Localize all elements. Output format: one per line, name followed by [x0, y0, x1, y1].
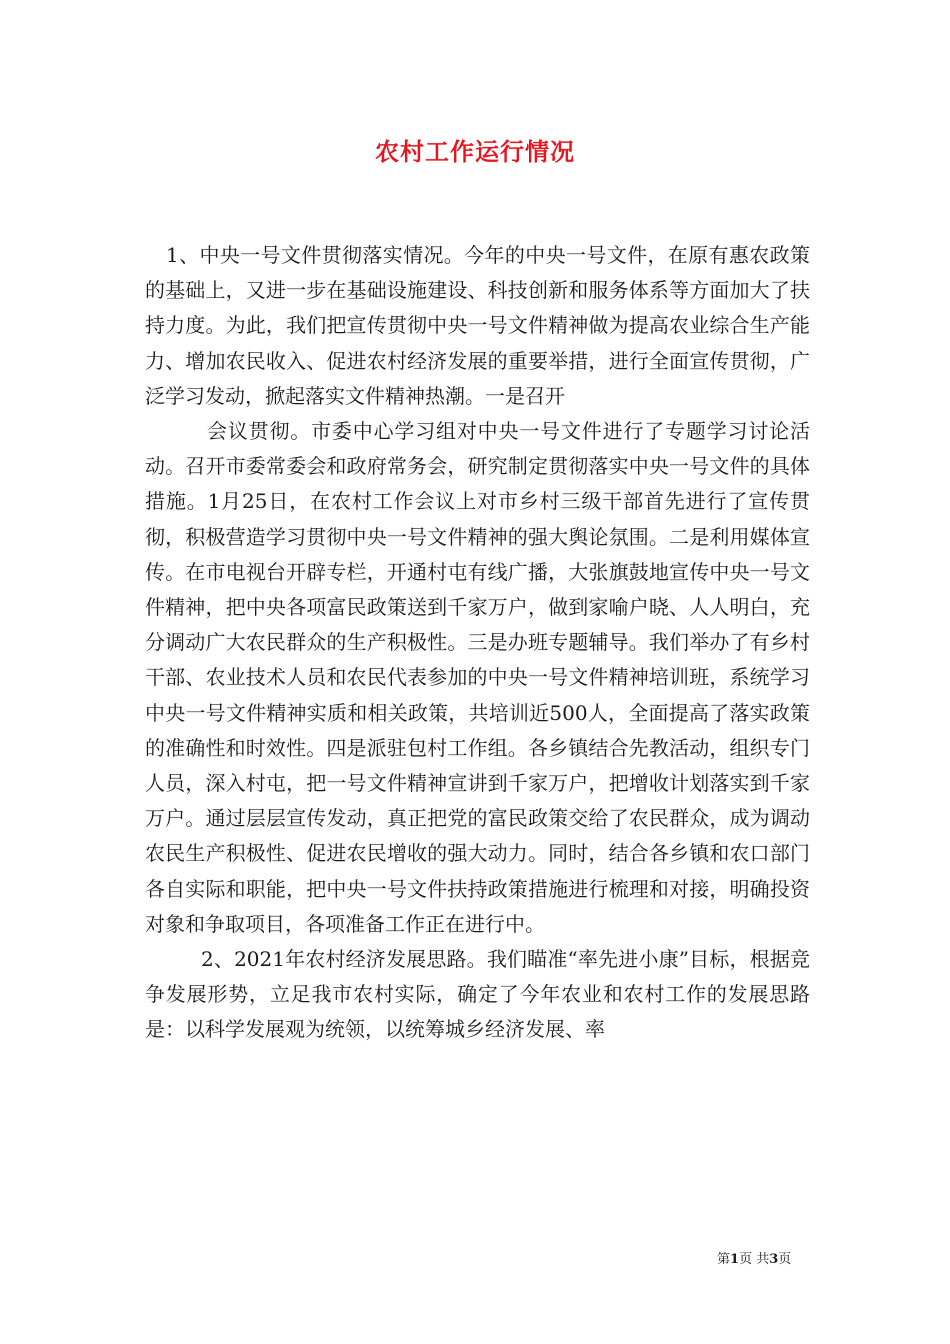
current-page-number: 1	[730, 1252, 740, 1267]
document-body	[145, 238, 810, 1048]
paragraph-2: 会议贯彻。市委中心学习组对中央一号文件进行了专题学习讨论活动。召开市委常委会和政府常务会，研究制定贯彻落实中央一号文件的具体措施。1月25日，在农村工作会议上对市乡村三级干部首先进行了宣传贯彻，积极营造学习贯彻中央一号文件精神的强大舆论氛围。二是利用媒体宣传。在市电视台开辟专栏，开通村屯有线广播，大张旗鼓地宣传中央一号文件精神，把中央各项富民政策送到千家万户，做到家喻户晓、人人明白，充分调动广大农民群众的生产积极性。三是办班专题辅导。我们举办了有乡村干部、农业技术人员和农民代表参加的中央一号文件精神培训班，系统学习中央一号文件精神实质和相关政策，共培训近500人，全面提高了落实政策的准确性和时效性。四是派驻包村工作组。各乡镇结合先教活动，组织专门人员，深入村屯，把一号文件精神宣讲到千家万户，把增收计划落实到千家万户。通过层层宣传发动，真正把党的富民政策交给了农民群众，成为调动农民生产积极性、促进农民增收的强大动力。同时，结合各乡镇和农口部门各自实际和职能，把中央一号文件扶持政策措施进行梳理和对接，明确投资对象和争取项目，各项准备工作正在进行中。	[145, 419, 810, 936]
total-page-number: 3	[769, 1252, 779, 1267]
page-suffix: 页	[778, 1252, 792, 1267]
page-prefix: 第	[717, 1252, 731, 1267]
document-title: 农村工作运行情况	[375, 137, 575, 166]
paragraph-1: 1、中央一号文件贯彻落实情况。今年的中央一号文件，在原有惠农政策的基础上，又进一步在基础设施建设、科技创新和服务体系等方面加大了扶持力度。为此，我们把宣传贯彻中央一号文件精神做为提高农业综合生产能力、增加农民收入、促进农村经济发展的重要举措，进行全面宣传贯彻，广泛学习发动，掀起落实文件精神热潮。一是召开	[145, 243, 810, 408]
page-middle: 页 共	[739, 1252, 770, 1267]
paragraph-3: 2、2021年农村经济发展思路。我们瞄准“率先进小康”目标，根据竞争发展形势，立足我市农村实际，确定了今年农业和农村工作的发展思路是：以科学发展观为统领，以统筹城乡经济发展、率	[145, 947, 810, 1042]
page-footer	[717, 1248, 791, 1267]
